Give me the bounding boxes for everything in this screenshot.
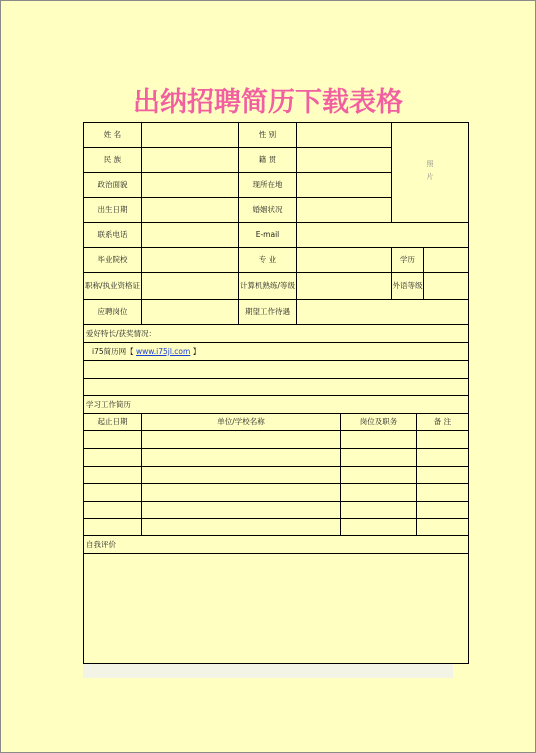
table-cell[interactable]	[142, 449, 341, 467]
value-native-place[interactable]	[297, 148, 392, 173]
table-cell[interactable]	[417, 484, 468, 502]
table-cell[interactable]	[84, 431, 142, 449]
label-email: E-mail	[239, 223, 297, 248]
table-cell[interactable]	[84, 449, 142, 467]
value-current-residence[interactable]	[297, 173, 392, 198]
label-major: 专 业	[239, 248, 297, 273]
value-education[interactable]	[424, 248, 468, 273]
table-cell[interactable]	[341, 519, 417, 536]
table-cell[interactable]	[142, 502, 341, 519]
value-email[interactable]	[297, 223, 468, 248]
value-expected-start[interactable]	[297, 300, 468, 325]
table-cell[interactable]	[341, 502, 417, 519]
table-cell[interactable]	[341, 449, 417, 467]
label-expected-start: 期望工作待遇	[239, 300, 297, 325]
table-cell[interactable]	[417, 431, 468, 449]
label-marital-status: 婚姻状况	[239, 198, 297, 223]
label-self-eval: 自我评价	[84, 536, 468, 554]
label-name: 姓 名	[84, 123, 142, 148]
label-title-cert: 职称/执业资格证	[84, 273, 142, 300]
table-cell[interactable]	[84, 484, 142, 502]
label-foreign-lang-level: 外语等级	[392, 273, 424, 300]
table-cell[interactable]	[142, 484, 341, 502]
label-phone: 联系电话	[84, 223, 142, 248]
value-title-cert[interactable]	[142, 273, 239, 300]
value-gender[interactable]	[297, 123, 392, 148]
table-cell[interactable]	[341, 484, 417, 502]
promo-link[interactable]: www.i75jl.com	[136, 346, 191, 356]
label-computer-level: 计算机熟练/等级	[239, 273, 297, 300]
photo-box[interactable]	[392, 123, 468, 223]
photo-label: 照片	[426, 159, 434, 186]
value-ethnicity[interactable]	[142, 148, 239, 173]
table-cell[interactable]	[341, 467, 417, 484]
label-position-applied: 应聘岗位	[84, 300, 142, 325]
table-cell[interactable]	[341, 431, 417, 449]
label-native-place: 籍 贯	[239, 148, 297, 173]
table-cell[interactable]	[417, 449, 468, 467]
table-cell[interactable]	[142, 467, 341, 484]
value-position-applied[interactable]	[142, 300, 239, 325]
header-period: 起止日期	[84, 414, 142, 431]
value-computer-level[interactable]	[297, 273, 392, 300]
hobbies-blank-row[interactable]	[84, 379, 468, 396]
self-eval-body[interactable]	[84, 554, 468, 663]
hobbies-blank-row[interactable]	[84, 361, 468, 379]
value-phone[interactable]	[142, 223, 239, 248]
value-graduate-school[interactable]	[142, 248, 239, 273]
header-remark: 备 注	[417, 414, 468, 431]
value-name[interactable]	[142, 123, 239, 148]
header-unit: 单位/学校名称	[142, 414, 341, 431]
table-cell[interactable]	[142, 519, 341, 536]
label-education: 学历	[392, 248, 424, 273]
label-birth-date: 出生日期	[84, 198, 142, 223]
footer-strip	[83, 664, 453, 678]
table-cell[interactable]	[84, 502, 142, 519]
header-position: 岗位及职务	[341, 414, 417, 431]
value-political-status[interactable]	[142, 173, 239, 198]
promo-prefix: i75简历网【	[92, 346, 134, 356]
table-cell[interactable]	[142, 431, 341, 449]
label-political-status: 政治面貌	[84, 173, 142, 198]
page-title: 出纳招聘简历下载表格	[133, 87, 403, 118]
label-current-residence: 现所在地	[239, 173, 297, 198]
label-ethnicity: 民 族	[84, 148, 142, 173]
label-gender: 性 别	[239, 123, 297, 148]
promo-row	[84, 343, 468, 361]
table-cell[interactable]	[84, 519, 142, 536]
value-major[interactable]	[297, 248, 392, 273]
resume-form	[83, 122, 469, 664]
table-cell[interactable]	[417, 467, 468, 484]
value-birth-date[interactable]	[142, 198, 239, 223]
label-hobbies: 爱好特长/获奖情况：	[84, 325, 468, 343]
promo-suffix: 】	[192, 346, 201, 356]
value-marital-status[interactable]	[297, 198, 392, 223]
label-graduate-school: 毕业院校	[84, 248, 142, 273]
table-cell[interactable]	[417, 519, 468, 536]
table-cell[interactable]	[84, 467, 142, 484]
table-cell[interactable]	[417, 502, 468, 519]
label-work-history: 学习工作简历	[84, 396, 468, 414]
value-foreign-lang-level[interactable]	[424, 273, 468, 300]
